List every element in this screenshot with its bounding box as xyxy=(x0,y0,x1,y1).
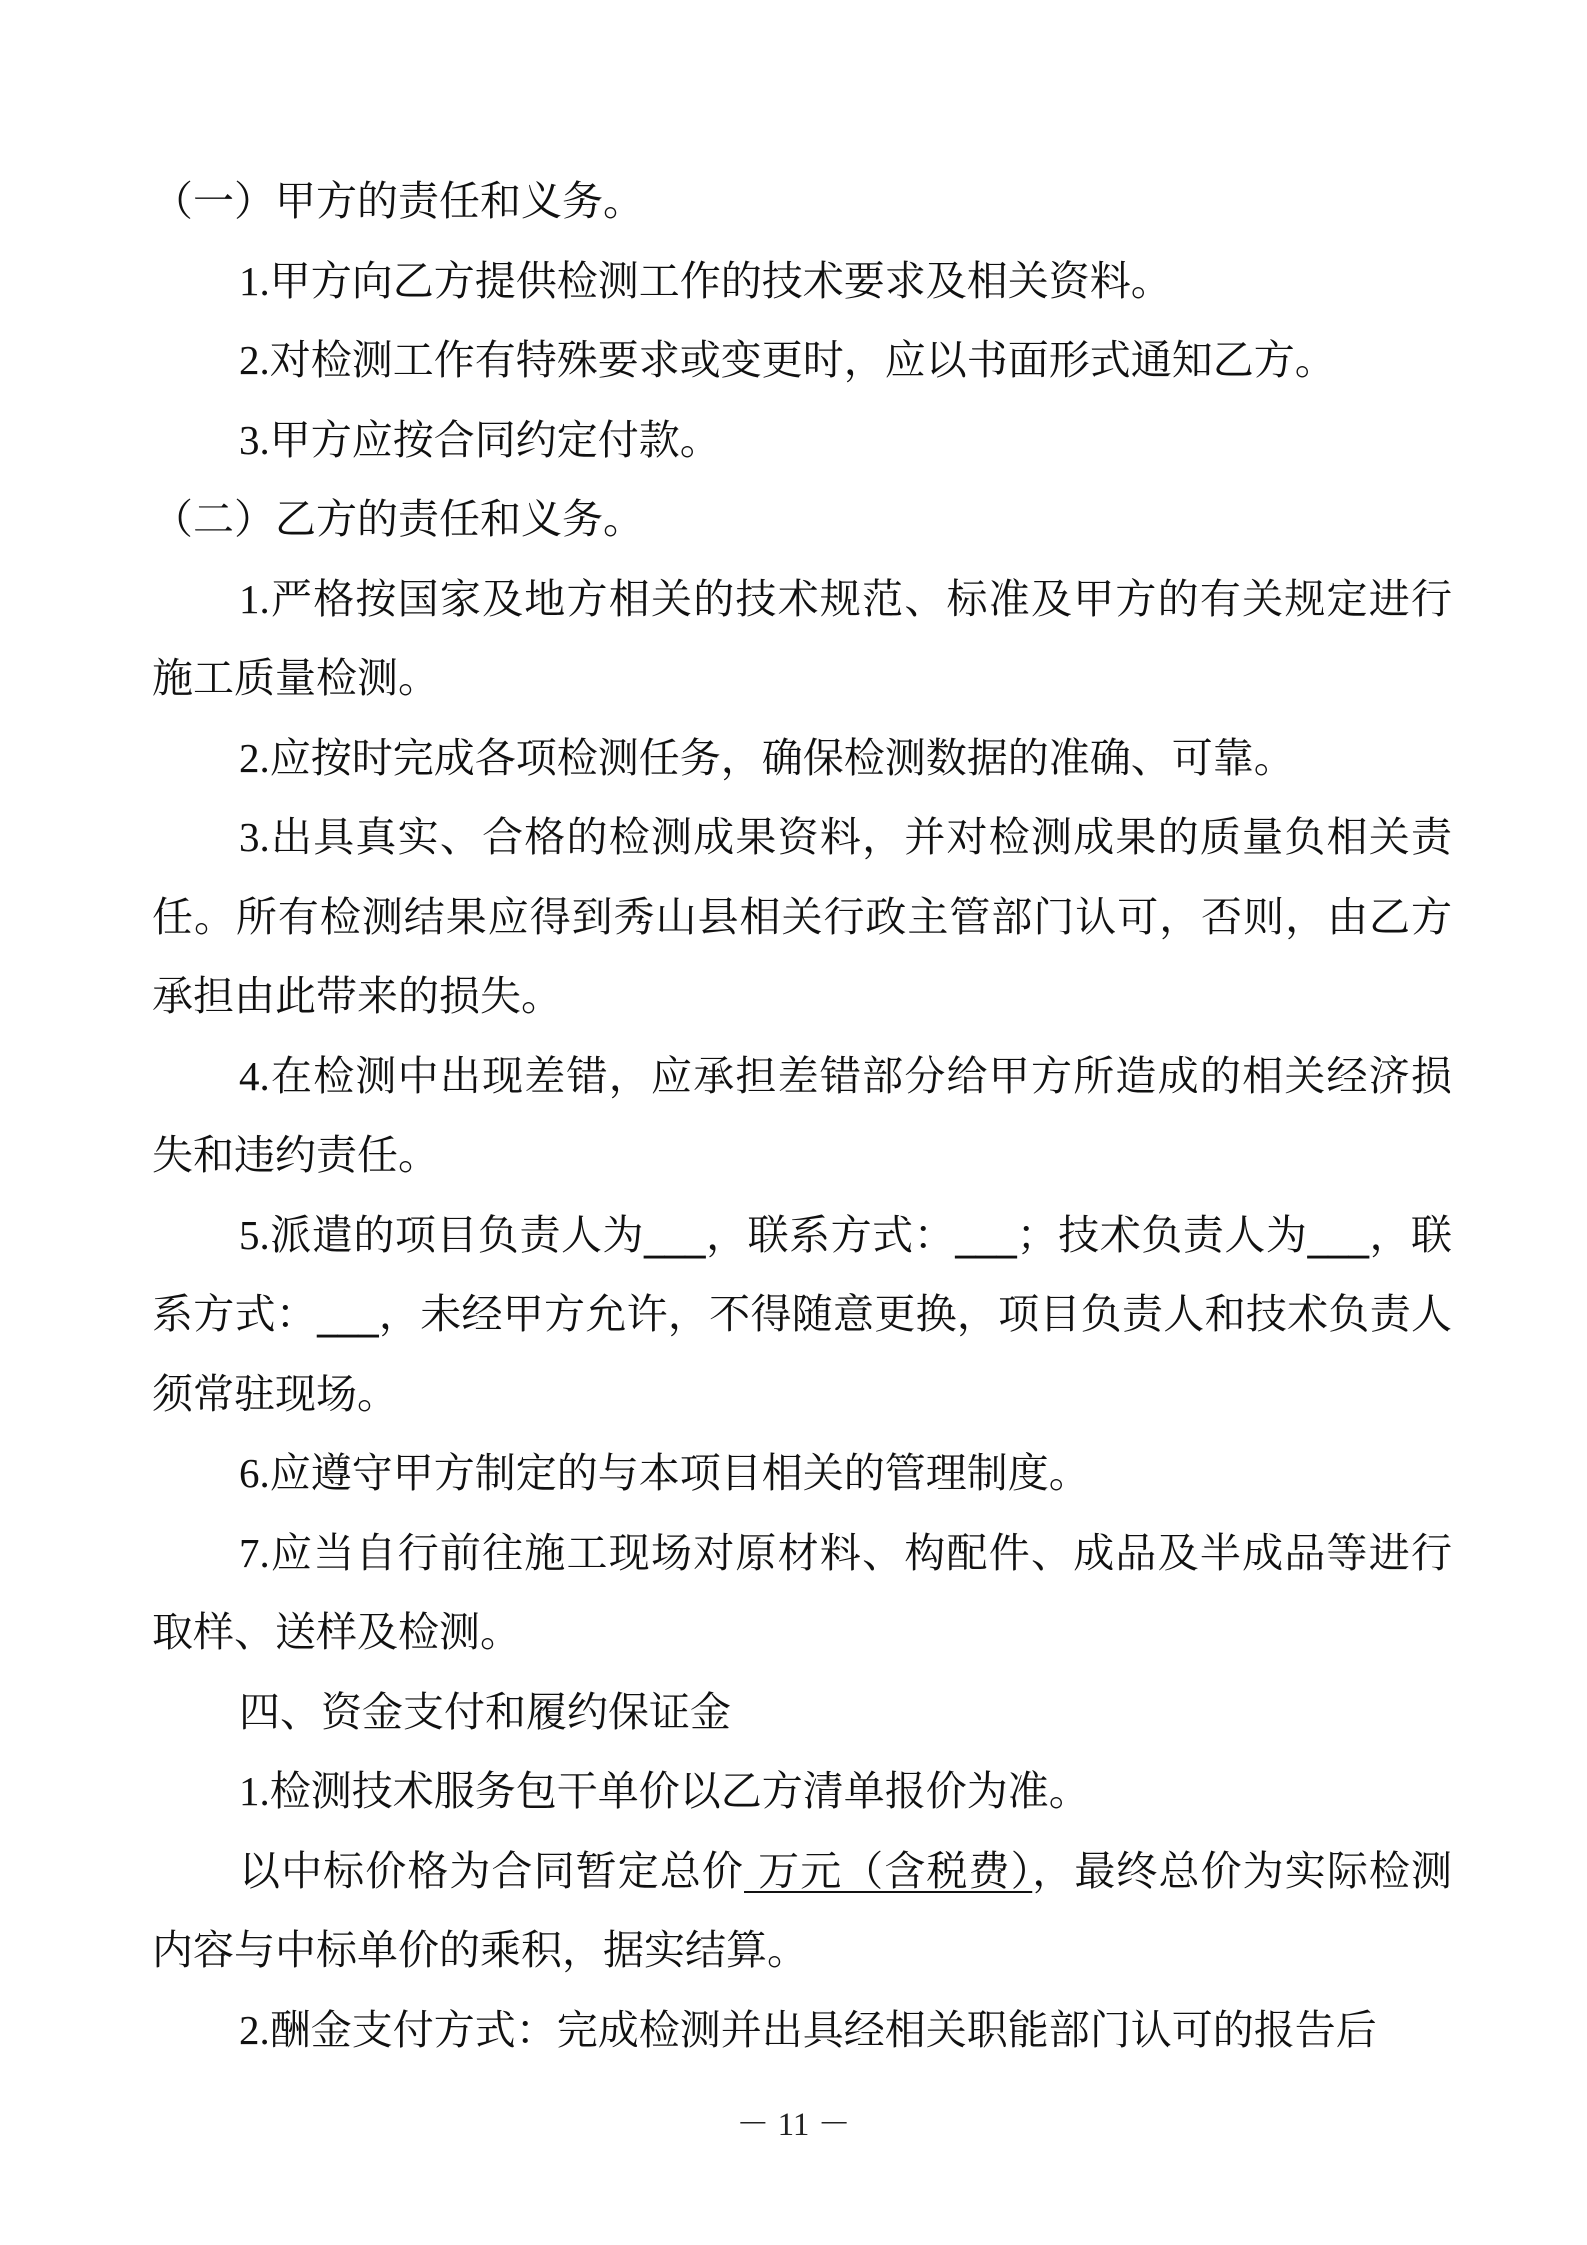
item-number: 2. xyxy=(239,2006,270,2053)
price-blank-underlined: 万元（含税费） xyxy=(744,1846,1033,1895)
paragraph-b6 xyxy=(152,1434,1452,1514)
document-body xyxy=(152,162,1452,2070)
section-heading-party-b xyxy=(152,480,1452,560)
item-number: 6. xyxy=(239,1450,270,1496)
item-number: 2. xyxy=(239,734,270,781)
item-number: 5. xyxy=(239,1211,270,1258)
section-heading-payment xyxy=(152,1673,1452,1753)
item-number: 1. xyxy=(239,575,270,622)
paragraph-b3 xyxy=(152,798,1452,1037)
paragraph-text: ，最终总价为实际检测内容与中标单价的乘积，据实结算。 xyxy=(152,1846,1452,1974)
paragraph-text: 在检测中出现差错，应承担差错部分给甲方所造成的相关经济损失和违约责任。 xyxy=(152,1051,1452,1179)
section-heading-party-a xyxy=(152,162,1452,242)
paragraph-text: 甲方应按合同约定付款。 xyxy=(269,415,721,464)
paragraph-text: 酬金支付方式：完成检测并出具经相关职能部门认可的报告后 xyxy=(269,2005,1377,2054)
item-number: 7. xyxy=(239,1529,270,1576)
item-number: 1. xyxy=(239,257,270,304)
paragraph-text: 应当自行前往施工现场对原材料、构配件、成品及半成品等进行取样、送样及检测。 xyxy=(152,1528,1452,1656)
paragraph-a1 xyxy=(152,242,1452,322)
paragraph-a2 xyxy=(152,321,1452,401)
item-number: 3. xyxy=(239,814,270,860)
paragraph-b4 xyxy=(152,1037,1452,1196)
paragraph-pay2 xyxy=(152,1991,1452,2071)
paragraph-b7 xyxy=(152,1514,1452,1673)
page-number: － 11 － xyxy=(736,2107,851,2143)
item-number: 3. xyxy=(239,416,270,463)
item-number: 1. xyxy=(239,1768,270,1814)
paragraph-text: 派遣的项目负责人为___，联系方式：___；技术负责人为___，联系方式：___，未经甲方允许，不得随意更换，项目负责人和技术负责人须常驻现场。 xyxy=(152,1210,1452,1418)
paragraph-text: 检测技术服务包干单价以乙方清单报价为准。 xyxy=(269,1767,1090,1815)
paragraph-text: 甲方向乙方提供检测工作的技术要求及相关资料。 xyxy=(269,256,1172,305)
paragraph-text: 以中标价格为合同暂定总价 xyxy=(239,1846,745,1895)
paragraph-b1 xyxy=(152,560,1452,719)
paragraph-b2 xyxy=(152,719,1452,799)
section-heading-text: 四、资金支付和履约保证金 xyxy=(239,1687,731,1736)
paragraph-text: 严格按国家及地方相关的技术规范、标准及甲方的有关规定进行施工质量检测。 xyxy=(152,574,1452,702)
paragraph-text: 对检测工作有特殊要求或变更时，应以书面形式通知乙方。 xyxy=(269,336,1336,384)
paragraph-contract-price xyxy=(152,1832,1452,1991)
paragraph-pay1 xyxy=(152,1752,1452,1832)
paragraph-b5 xyxy=(152,1196,1452,1435)
paragraph-text: 出具真实、合格的检测成果资料，并对检测成果的质量负相关责任。所有检测结果应得到秀山县相关行政主管部门认可，否则，由乙方承担由此带来的损失。 xyxy=(152,813,1452,1020)
section-heading-text: （一）甲方的责任和义务。 xyxy=(152,177,644,225)
item-number: 4. xyxy=(239,1052,270,1099)
paragraph-text: 应按时完成各项检测任务，确保检测数据的准确、可靠。 xyxy=(269,733,1295,782)
paragraph-a3 xyxy=(152,401,1452,481)
item-number: 2. xyxy=(239,337,270,383)
section-heading-text: （二）乙方的责任和义务。 xyxy=(152,495,644,543)
paragraph-text: 应遵守甲方制定的与本项目相关的管理制度。 xyxy=(269,1449,1090,1497)
